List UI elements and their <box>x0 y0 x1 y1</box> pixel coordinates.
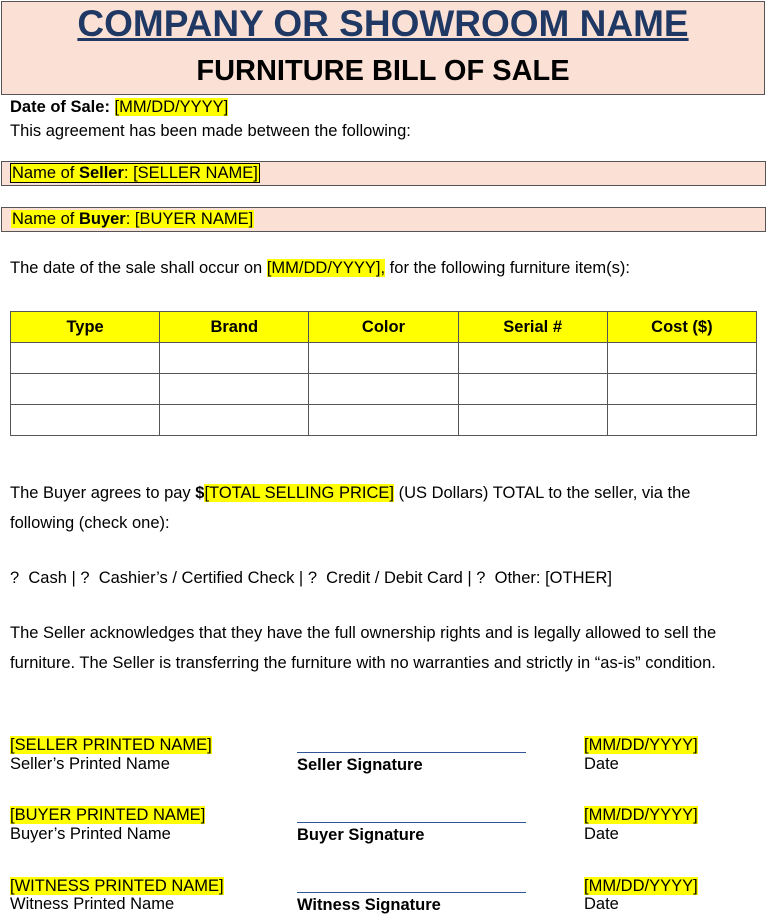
table-cell[interactable] <box>309 374 458 405</box>
seller-bold: Seller <box>78 164 124 182</box>
column-header-type: Type <box>11 312 160 343</box>
buyer-printed-name-field[interactable]: [BUYER PRINTED NAME] <box>10 806 206 824</box>
buyer-date-label: Date <box>584 825 619 843</box>
seller-printed-name-field[interactable]: [SELLER PRINTED NAME] <box>10 736 212 754</box>
table-cell[interactable] <box>11 343 160 374</box>
sale-date-after: for the following furniture item(s): <box>385 259 630 277</box>
buyer-bold: Buyer <box>78 210 126 228</box>
option-cash: Cash | <box>28 569 76 587</box>
witness-signature-line[interactable] <box>297 892 526 893</box>
table-cell[interactable] <box>607 405 756 436</box>
furniture-items-table <box>10 311 757 436</box>
seller-date-label: Date <box>584 755 619 773</box>
option-credit-debit-card: Credit / Debit Card | <box>326 569 472 587</box>
witness-signature-label: Witness Signature <box>297 896 441 914</box>
column-header-cost: Cost ($) <box>607 312 756 343</box>
table-row <box>11 405 757 436</box>
seller-signature-label: Seller Signature <box>297 756 423 774</box>
seller-suffix: : <box>123 164 134 182</box>
payment-paragraph <box>10 478 750 538</box>
company-name: COMPANY OR SHOWROOM NAME <box>77 3 689 44</box>
dollar-sign: $ <box>195 484 205 502</box>
table-cell[interactable] <box>458 374 607 405</box>
buyer-signature-label: Buyer Signature <box>297 826 425 844</box>
sale-date-sentence <box>10 258 630 278</box>
witness-date-field[interactable]: [MM/DD/YYYY] <box>584 877 698 895</box>
witness-printed-name-label: Witness Printed Name <box>10 895 175 913</box>
table-cell[interactable] <box>607 343 756 374</box>
witness-printed-name-field[interactable]: [WITNESS PRINTED NAME] <box>10 877 224 895</box>
table-cell[interactable] <box>160 405 309 436</box>
other-checkbox-icon[interactable]: ? <box>476 569 486 587</box>
seller-date-field[interactable]: [MM/DD/YYYY] <box>584 736 698 754</box>
column-header-serial: Serial # <box>458 312 607 343</box>
table-cell[interactable] <box>458 405 607 436</box>
buyer-name-value: [BUYER NAME] <box>134 210 254 228</box>
sale-date-field[interactable]: [MM/DD/YYYY], <box>266 259 386 277</box>
table-cell[interactable] <box>11 405 160 436</box>
seller-signature-line[interactable] <box>297 752 526 753</box>
cash-checkbox-icon[interactable]: ? <box>10 569 20 587</box>
seller-prefix: Name of <box>12 164 79 182</box>
sale-date-before: The date of the sale shall occur on <box>10 259 267 277</box>
table-cell[interactable] <box>309 343 458 374</box>
option-certified-check: Cashier’s / Certified Check | <box>98 569 304 587</box>
card-checkbox-icon[interactable]: ? <box>307 569 317 587</box>
column-header-brand: Brand <box>160 312 309 343</box>
witness-date-label: Date <box>584 895 619 913</box>
table-cell[interactable] <box>160 374 309 405</box>
option-other[interactable]: Other: [OTHER] <box>494 569 612 587</box>
payment-after: (US Dollars) TOTAL to the seller, via the following (check one): <box>10 484 691 532</box>
buyer-date-field[interactable]: [MM/DD/YYYY] <box>584 806 698 824</box>
column-header-color: Color <box>309 312 458 343</box>
date-of-sale-label: Date of Sale: <box>10 98 110 116</box>
payment-options <box>10 568 612 588</box>
seller-name-value: [SELLER NAME] <box>133 164 258 182</box>
buyer-signature-line[interactable] <box>297 822 526 823</box>
table-row <box>11 343 757 374</box>
table-header-row <box>11 312 757 343</box>
acknowledgement-paragraph: The Seller acknowledges that they have the full ownership rights and is legally allowed to sell the furniture. The Seller is transferring the furniture with no warranties and strictly in “as-is” condition. <box>10 624 717 672</box>
buyer-printed-name-label: Buyer’s Printed Name <box>10 825 171 843</box>
table-cell[interactable] <box>607 374 756 405</box>
agreement-intro: This agreement has been made between the following: <box>10 122 411 140</box>
seller-printed-name-label: Seller’s Printed Name <box>10 755 170 773</box>
buyer-row <box>1 207 766 232</box>
date-of-sale-line <box>10 97 228 117</box>
check-checkbox-icon[interactable]: ? <box>80 569 90 587</box>
table-cell[interactable] <box>11 374 160 405</box>
buyer-prefix: Name of <box>12 210 79 228</box>
seller-row <box>1 161 766 186</box>
table-cell[interactable] <box>458 343 607 374</box>
payment-before: The Buyer agrees to pay <box>10 484 196 502</box>
buyer-name-field[interactable] <box>11 210 254 228</box>
table-row <box>11 374 757 405</box>
document-title: FURNITURE BILL OF SALE <box>196 55 570 87</box>
table-cell[interactable] <box>160 343 309 374</box>
table-cell[interactable] <box>309 405 458 436</box>
date-of-sale-field[interactable]: [MM/DD/YYYY] <box>114 98 229 116</box>
seller-name-field[interactable] <box>11 164 259 182</box>
buyer-suffix: : <box>125 210 135 228</box>
total-price-field[interactable]: [TOTAL SELLING PRICE] <box>204 484 394 502</box>
